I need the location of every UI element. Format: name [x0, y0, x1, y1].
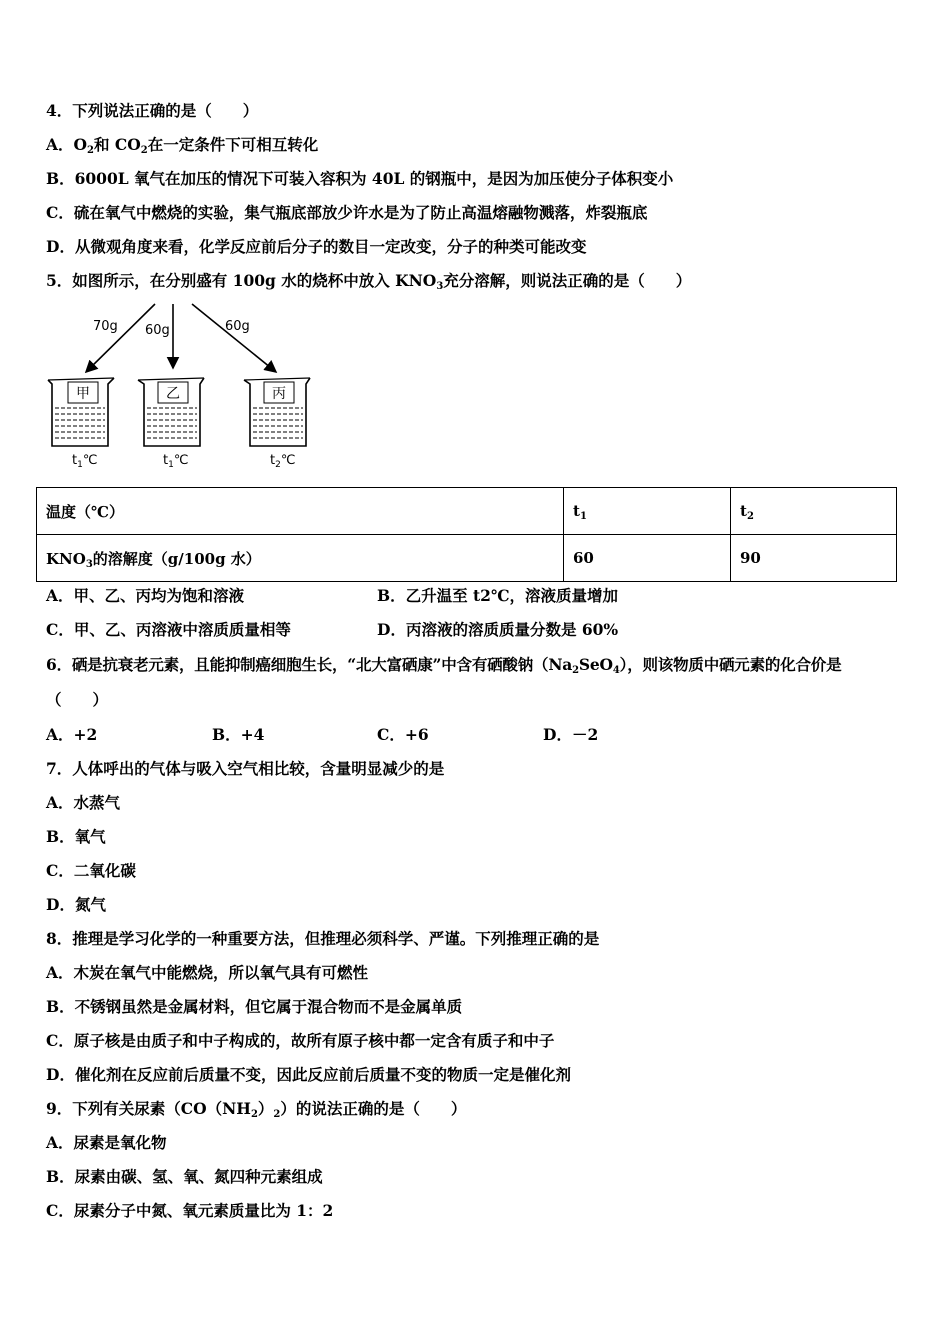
q5-option-a: A．甲、乙、丙均为饱和溶液	[46, 586, 245, 605]
beaker-bing	[244, 378, 310, 470]
q7-option-a: A．水蒸气	[46, 793, 121, 812]
q9-option-b: B．尿素由碳、氢、氧、氮四种元素组成	[46, 1167, 323, 1186]
q9-option-a: A．尿素是氧化物	[46, 1133, 167, 1152]
table-cell-solubility-label: $KNO_3$的溶解度（g/100g 水）	[37, 535, 564, 582]
q9-option-c: C．尿素分子中氮、氧元素质量比为 1：2	[46, 1201, 334, 1220]
q5-stem: 5．如图所示，在分别盛有 100g 水的烧杯中放入 $KNO_3$充分溶解，则说法正确的是（ ）	[46, 271, 692, 292]
q6-stem: 6．硒是抗衰老元素，且能抑制癌细胞生长，“北大富硒康”中含有硒酸钠$(Na_2SeO_4)$，则该物质中硒元素的化合价是	[46, 655, 842, 676]
q5-option-d: D．丙溶液的溶质质量分数是 60%	[377, 620, 619, 639]
beaker-label-bing: 丙	[272, 386, 286, 402]
q7-option-b: B．氧气	[46, 827, 106, 846]
q4-option-c: C．硫在氧气中燃烧的实验，集气瓶底部放少许水是为了防止高温熔融物溅落，炸裂瓶底	[46, 203, 648, 222]
q6-stem-line2: （ ）	[46, 690, 109, 709]
q4-option-b: B．6000L 氧气在加压的情况下可装入容积为 40L 的钢瓶中，是因为加压使分子体积变小	[46, 169, 674, 188]
beaker-label-yi: 乙	[166, 386, 180, 402]
table-row	[37, 488, 897, 535]
q7-option-c: C．二氧化碳	[46, 861, 136, 880]
table-cell-t2: $t_2$	[731, 488, 897, 535]
table-cell-temp-label: 温度（℃）	[37, 488, 564, 535]
mass-label-2: 60g	[145, 323, 170, 338]
q8-option-d: D．催化剂在反应前后质量不变，因此反应前后质量不变的物质一定是催化剂	[46, 1065, 571, 1084]
table-cell-value-2: 90	[731, 535, 897, 582]
q4-option-d: D．从微观角度来看，化学反应前后分子的数目一定改变，分子的种类可能改变	[46, 237, 587, 256]
beaker-yi	[138, 378, 204, 470]
q4-stem: 4．下列说法正确的是（ ）	[46, 101, 259, 120]
q7-stem: 7．人体呼出的气体与吸入空气相比较，含量明显减少的是	[46, 759, 445, 778]
q8-option-c: C．原子核是由质子和中子构成的，故所有原子核中都一定含有质子和中子	[46, 1031, 555, 1050]
q7-option-d: D．氮气	[46, 895, 106, 914]
table-cell-t1: $t_1$	[564, 488, 731, 535]
q5-option-b: B．乙升温至 t2℃，溶液质量增加	[377, 586, 619, 605]
q6-option-c: C．+6	[377, 725, 429, 744]
beaker-temp-bing: $t_2℃$	[270, 453, 296, 470]
mass-label-1: 70g	[93, 319, 118, 334]
q8-option-b: B．不锈钢虽然是金属材料，但它属于混合物而不是金属单质	[46, 997, 463, 1016]
q5-option-c: C．甲、乙、丙溶液中溶质质量相等	[46, 620, 291, 639]
solubility-table	[36, 487, 897, 582]
q9-stem: 9．下列有关尿素$(CO(NH_2)_2)$的说法正确的是（ ）	[46, 1099, 467, 1120]
q8-option-a: A．木炭在氧气中能燃烧，所以氧气具有可燃性	[46, 963, 369, 982]
table-cell-value-1: 60	[564, 535, 731, 582]
beaker-temp-yi: $t_1℃$	[163, 453, 189, 470]
mass-label-3: 60g	[225, 319, 250, 334]
table-row	[37, 535, 897, 582]
q6-option-b: B．+4	[212, 725, 265, 744]
beaker-jia	[48, 378, 114, 470]
beaker-temp-jia: $t_1℃$	[72, 453, 98, 470]
q4-option-a: A．$O_2$和 $CO_2$在一定条件下可相互转化	[46, 135, 319, 156]
arrow-to-beaker-3	[192, 304, 276, 372]
q6-option-a: A．+2	[46, 725, 98, 744]
q6-option-d: D．－2	[543, 725, 599, 744]
q8-stem: 8．推理是学习化学的一种重要方法，但推理必须科学、严谨。下列推理正确的是	[46, 929, 600, 948]
q5-beaker-figure	[40, 300, 340, 475]
arrow-to-beaker-1	[86, 304, 155, 372]
beaker-label-jia: 甲	[76, 386, 90, 402]
